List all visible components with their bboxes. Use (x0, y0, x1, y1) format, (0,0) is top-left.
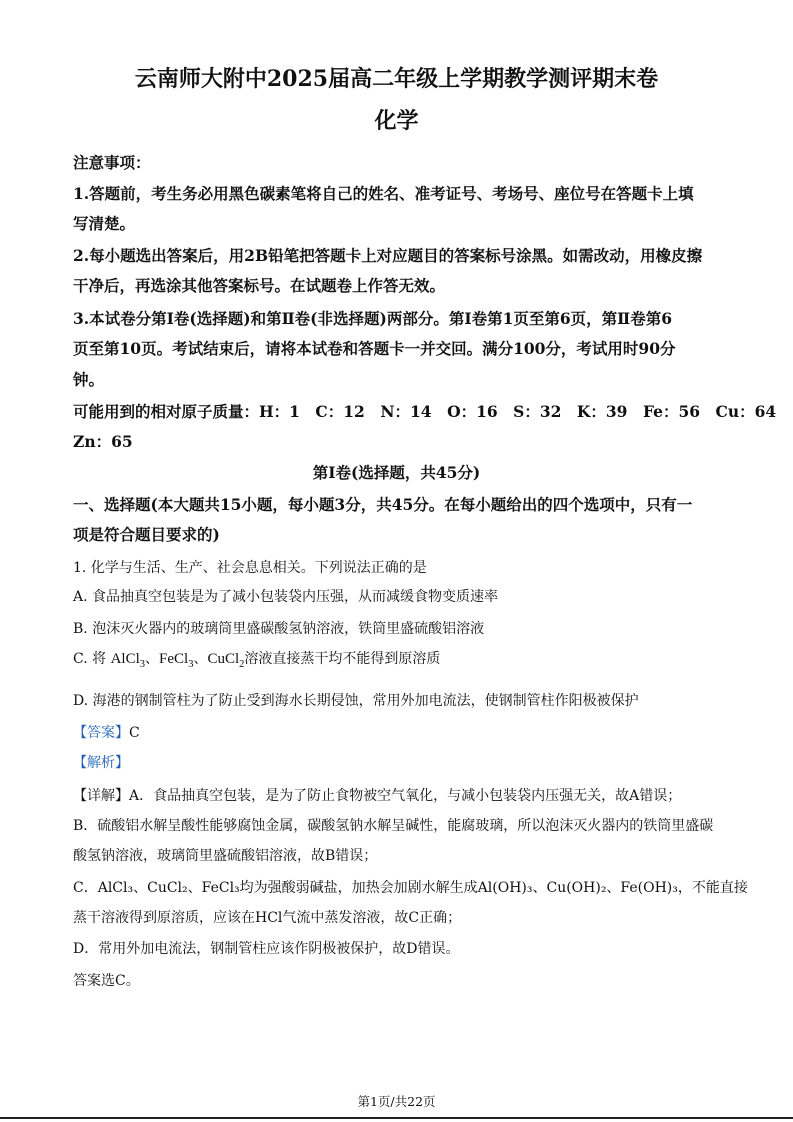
detail-line-4: C．AlCl₃、CuCl₂、FeCl₃均为强酸弱碱盐，加热会加剧水解生成Al(OH)₃、Cu(OH)₂、Fe(OH)₃，不能直接 (73, 880, 748, 896)
atomic-masses: 可能用到的相对原子质量：H：1 C：12 N：14 O：16 S：32 K：39 Fe：56 Cu：64 (73, 402, 777, 421)
notice-item-1-cont: 写清楚。 (73, 214, 136, 233)
option-c-suffix: 溶液直接蒸干均不能得到原溶质 (244, 651, 441, 667)
answer-tag: 【答案】 (73, 725, 129, 741)
formula-alcl3: AlCl$_3$ (110, 651, 146, 670)
detail-line-1: 【详解】A．食品抽真空包装，是为了防止食物被空气氧化，与减小包装袋内压强无关，故A错误； (73, 788, 682, 804)
notice-item-2: 2.每小题选出答案后，用2B铅笔把答题卡上对应题目的答案标号涂黑。如需改动，用橡皮擦 (73, 246, 703, 265)
notice-item-3-cont: 页至第10页。考试结束后，请将本试卷和答题卡一并交回。满分100分，考试用时90分 (73, 339, 676, 358)
detail-line-5: 蒸干溶液得到原溶质，应该在HCl气流中蒸发溶液，故C正确； (73, 910, 462, 926)
part-instructions: 一、选择题(本大题共15小题，每小题3分，共45分。在每小题给出的四个选项中，只有一 (73, 495, 693, 514)
notice-item-3-end: 钟。 (73, 370, 105, 389)
option-d: D. 海港的钢制管柱为了防止受到海水长期侵蚀，常用外加电流法，使钢制管柱作阳极被保护 (73, 693, 639, 709)
formula-cucl2: CuCl$_2$ (207, 651, 245, 670)
option-c: C. 将 AlCl$_3$、FeCl$_3$、CuCl$_2$溶液直接蒸干均不能得到原溶质 (73, 651, 441, 670)
atomic-masses-cont: Zn：65 (73, 432, 133, 451)
conclusion: 答案选C。 (73, 973, 140, 989)
part-instructions-cont: 项是符合题目要求的) (73, 525, 220, 544)
notice-item-2-cont: 干净后，再选涂其他答案标号。在试题卷上作答无效。 (73, 276, 446, 295)
answer-line (73, 722, 140, 742)
detail-line-3: 酸氢钠溶液，玻璃筒里盛硫酸铝溶液，故B错误； (73, 848, 378, 864)
page-number: 第1页/共22页 (357, 1094, 436, 1109)
notice-item-3: 3.本试卷分第Ⅰ卷(选择题)和第Ⅱ卷(非选择题)两部分。第Ⅰ卷第1页至第6页，第Ⅱ卷第6 (73, 309, 673, 328)
page-bottom-rule (0, 1117, 793, 1119)
option-c-prefix: C. 将 (73, 651, 107, 667)
detail-line-2: B．硫酸铝水解呈酸性能够腐蚀金属，碳酸氢钠水解呈碱性，能腐玻璃，所以泡沫灭火器内的铁筒里盛碳 (73, 818, 714, 834)
exam-title: 云南师大附中2025届高二年级上学期教学测评期末卷 (134, 66, 659, 92)
formula-fecl3: FeCl$_3$ (159, 651, 194, 670)
question-stem: 1. 化学与生活、生产、社会息息相关。下列说法正确的是 (73, 560, 427, 576)
notice-heading: 注意事项： (73, 153, 151, 172)
notice-item-1: 1.答题前，考生务必用黑色碳素笔将自己的姓名、准考证号、考场号、座位号在答题卡上填 (73, 184, 694, 203)
option-b: B. 泡沫灭火器内的玻璃筒里盛碳酸氢钠溶液，铁筒里盛硫酸铝溶液 (73, 621, 485, 637)
answer-value: C (129, 725, 140, 741)
subject-title: 化学 (374, 108, 419, 134)
analysis-tag: 【解析】 (73, 755, 129, 771)
option-a: A. 食品抽真空包装是为了减小包装袋内压强，从而减缓食物变质速率 (73, 589, 499, 605)
detail-line-6: D．常用外加电流法，钢制管柱应该作阴极被保护，故D错误。 (73, 941, 460, 957)
volume-title: 第Ⅰ卷(选择题，共45分) (312, 463, 481, 482)
